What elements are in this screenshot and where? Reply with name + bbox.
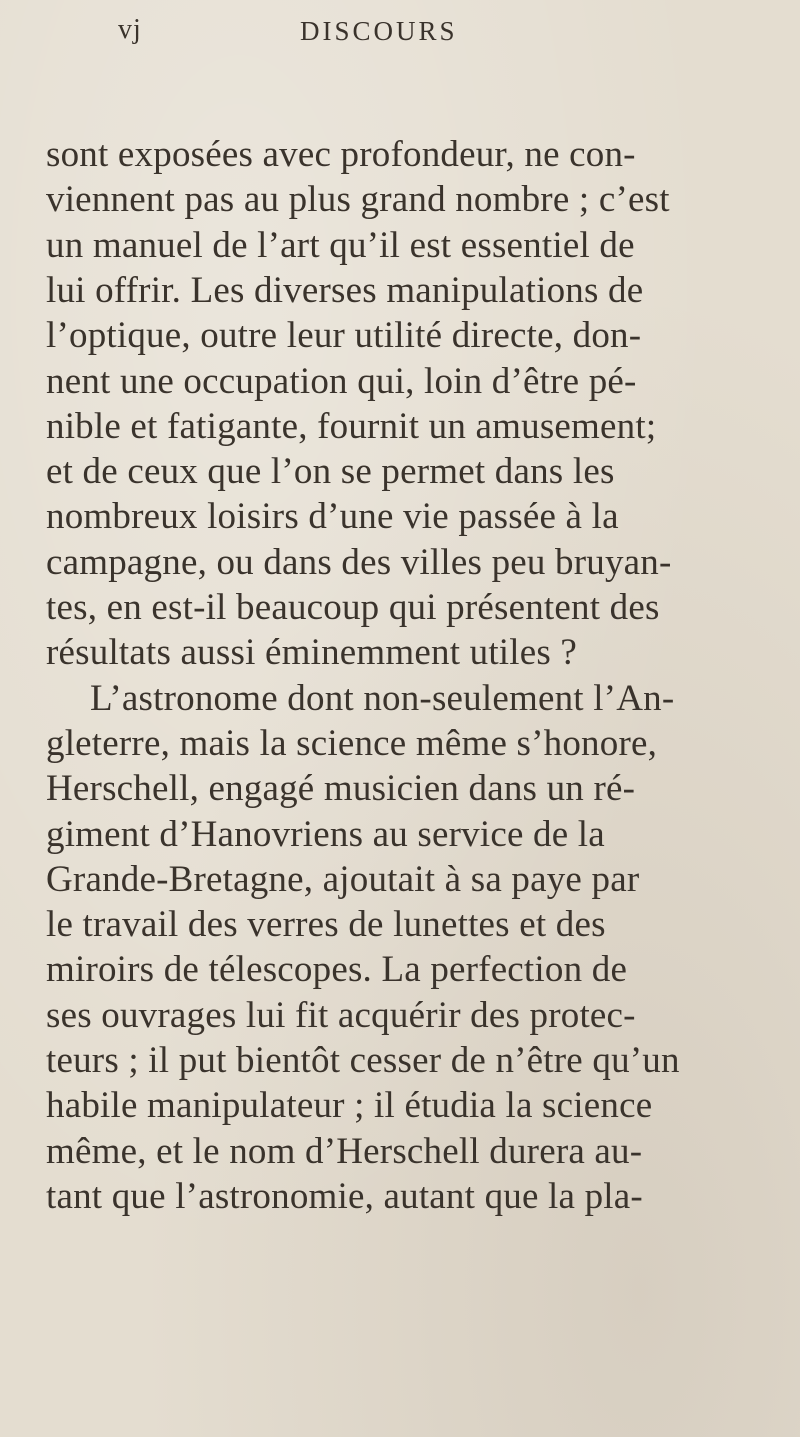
text-line: nombreux loisirs d’une vie passée à la <box>46 496 619 538</box>
text-line: l’optique, outre leur utilité directe, don- <box>46 315 642 357</box>
text-line: habile manipulateur ; il étudia la science <box>46 1085 653 1127</box>
text-line: campagne, ou dans des villes peu bruyan- <box>46 541 672 583</box>
text-line: tes, en est-il beaucoup qui présentent des <box>46 587 660 628</box>
text-line: un manuel de l’art qu’il est essentiel de <box>46 224 635 266</box>
text-line: nible et fatigante, fournit un amusement; <box>46 405 657 447</box>
text-line: Grande-Bretagne, ajoutait à sa paye par <box>46 858 640 900</box>
paragraph-start-line: L’astronome dont non-seulement l’An- <box>90 677 675 719</box>
text-line: viennent pas au plus grand nombre ; c’est <box>46 179 670 221</box>
text-line: même, et le nom d’Herschell durera au- <box>46 1130 643 1172</box>
text-line: teurs ; il put bientôt cesser de n’être qu’un <box>46 1040 680 1081</box>
text-line: Herschell, engagé musicien dans un ré- <box>46 768 636 810</box>
text-line: miroirs de télescopes. La perfection de <box>46 949 628 991</box>
running-head: DISCOURS <box>300 16 458 46</box>
text-line: giment d’Hanovriens au service de la <box>46 813 605 855</box>
text-line: sont exposées avec profondeur, ne con- <box>46 134 636 175</box>
text-line: le travail des verres de lunettes et des <box>46 904 606 946</box>
text-line: nent une occupation qui, loin d’être pé- <box>46 360 637 402</box>
page-header <box>118 14 678 54</box>
text-line: gleterre, mais la science même s’honore, <box>46 722 658 764</box>
page-number: vj <box>118 14 142 45</box>
text-line: ses ouvrages lui fit acquérir des protec- <box>46 994 636 1036</box>
text-line: lui offrir. Les diverses manipulations de <box>46 269 644 311</box>
text-line: résultats aussi éminemment utiles ? <box>46 632 578 674</box>
text-line: et de ceux que l’on se permet dans les <box>46 451 615 493</box>
text-line: tant que l’astronomie, autant que la pla- <box>46 1175 643 1217</box>
